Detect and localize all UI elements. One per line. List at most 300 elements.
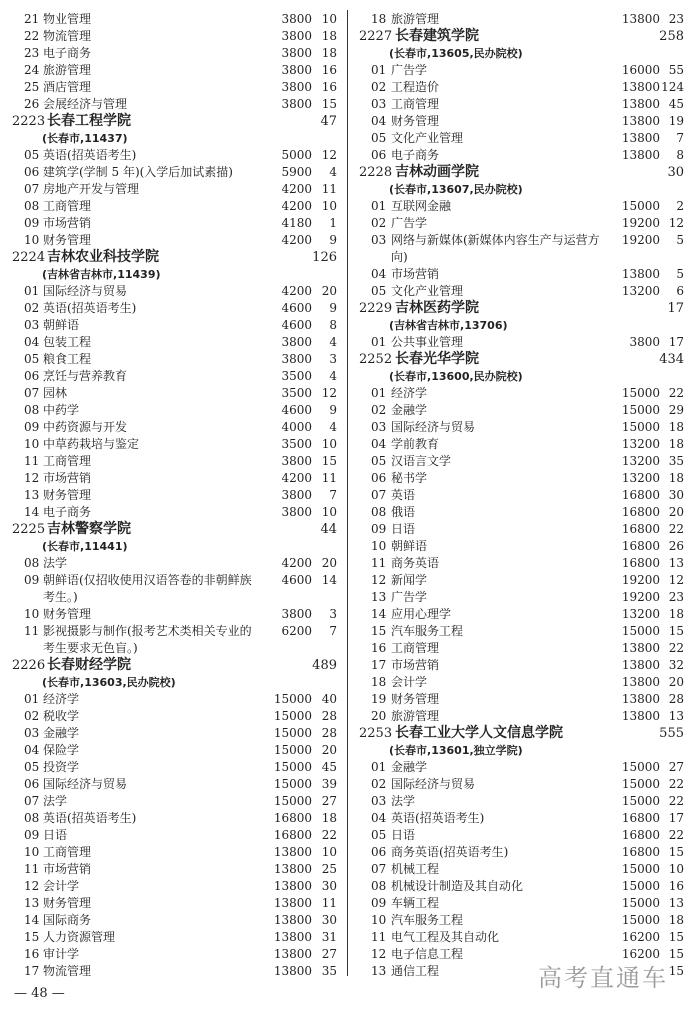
major-name: 法学 (391, 794, 416, 808)
major-row-continuation (0, 589, 345, 606)
tuition-fee: 16800 (621, 505, 660, 519)
enrollment-count: 5 (676, 267, 684, 281)
watermark: 高考直通车 (538, 964, 668, 992)
major-name: 房地产开发与管理 (43, 182, 140, 196)
major-name: 财务管理 (391, 692, 440, 706)
enrollment-count: 18 (668, 607, 684, 621)
major-code: 04 (371, 811, 387, 825)
major-row (349, 640, 696, 657)
major-code: 01 (371, 760, 387, 774)
major-row (349, 861, 696, 878)
major-code: 23 (24, 46, 40, 60)
major-name: 中草药栽培与鉴定 (43, 437, 140, 451)
enrollment-count: 22 (668, 386, 684, 400)
left-column (0, 11, 345, 980)
enrollment-count: 9 (329, 233, 337, 247)
major-row-continuation (0, 640, 345, 657)
major-name: 英语(招英语考生) (43, 148, 137, 162)
major-row (349, 283, 696, 300)
major-code: 04 (24, 743, 40, 757)
school-location-code: (长春市,13601,独立学院) (389, 744, 523, 757)
enrollment-count: 22 (668, 522, 684, 536)
major-row (349, 96, 696, 113)
tuition-fee: 3800 (629, 335, 660, 349)
major-row (349, 623, 696, 640)
tuition-fee: 4600 (281, 318, 312, 332)
enrollment-count: 23 (668, 590, 684, 604)
major-name: 影视摄影与制作(报考艺术类相关专业的 (43, 624, 252, 638)
major-code: 13 (24, 488, 40, 502)
enrollment-count: 2 (676, 199, 684, 213)
school-name: 长春工业大学人文信息学院 (395, 725, 563, 741)
school-name: 长春光华学院 (395, 351, 479, 367)
major-name: 税收学 (43, 709, 80, 723)
major-row (0, 606, 345, 623)
enrollment-count: 4 (329, 369, 337, 383)
tuition-fee: 15000 (273, 726, 312, 740)
major-code: 07 (24, 794, 40, 808)
enrollment-count: 26 (668, 539, 684, 553)
major-code: 05 (24, 352, 40, 366)
major-code: 25 (24, 80, 40, 94)
tuition-fee: 3800 (281, 97, 312, 111)
major-row (349, 419, 696, 436)
major-name: 国际经济与贸易 (391, 420, 476, 434)
right-column (349, 11, 696, 980)
major-name: 保险学 (43, 743, 80, 757)
major-code: 08 (24, 811, 40, 825)
school-location-code: (长春市,11441) (42, 540, 128, 553)
major-code: 05 (371, 454, 387, 468)
tuition-fee: 3500 (281, 369, 312, 383)
major-name: 投资学 (43, 760, 80, 774)
major-name: 汉语言文学 (391, 454, 452, 468)
school-name: 长春建筑学院 (395, 28, 479, 44)
enrollment-count: 18 (668, 913, 684, 927)
major-code: 18 (371, 675, 387, 689)
major-name: 广告学 (391, 63, 428, 77)
tuition-fee: 13200 (621, 471, 660, 485)
tuition-fee: 15000 (621, 913, 660, 927)
tuition-fee: 4600 (281, 403, 312, 417)
major-name: 机械设计制造及其自动化 (391, 879, 524, 893)
enrollment-count: 14 (321, 573, 337, 587)
school-total: 258 (659, 29, 684, 44)
major-name: 公共事业管理 (391, 335, 464, 349)
major-name: 商务英语(招英语考生) (391, 845, 509, 859)
column-divider (347, 10, 348, 976)
major-name: 建筑学(学制 5 年)(入学后加试素描) (43, 165, 233, 179)
major-name-continued: 考生要求无色盲。) (43, 641, 138, 655)
major-row (349, 657, 696, 674)
major-code: 06 (24, 369, 40, 383)
major-name: 财务管理 (43, 607, 92, 621)
major-code: 14 (24, 913, 40, 927)
major-row (349, 453, 696, 470)
major-name: 商务英语 (391, 556, 440, 570)
enrollment-count: 15 (668, 964, 684, 978)
enrollment-count: 5 (676, 233, 684, 247)
major-code: 19 (371, 692, 387, 706)
major-row (0, 436, 345, 453)
major-name: 市场营销 (43, 471, 92, 485)
enrollment-count: 20 (321, 743, 337, 757)
tuition-fee: 13800 (621, 658, 660, 672)
major-name: 工商管理 (391, 97, 440, 111)
enrollment-count: 20 (668, 505, 684, 519)
major-row (0, 691, 345, 708)
major-name: 酒店管理 (43, 80, 92, 94)
enrollment-count: 35 (321, 964, 337, 978)
major-code: 09 (371, 896, 387, 910)
major-row (0, 742, 345, 759)
tuition-fee: 3800 (281, 29, 312, 43)
major-code: 07 (371, 488, 387, 502)
tuition-fee: 15000 (621, 794, 660, 808)
enrollment-count: 12 (321, 148, 337, 162)
major-row (0, 810, 345, 827)
major-name: 经济学 (391, 386, 428, 400)
school-name: 吉林医药学院 (395, 300, 479, 316)
major-row (349, 436, 696, 453)
enrollment-count: 1 (329, 216, 337, 230)
enrollment-count: 31 (321, 930, 337, 944)
school-code: 2226 (12, 658, 46, 673)
school-name: 长春工程学院 (47, 113, 131, 129)
tuition-fee: 16800 (621, 845, 660, 859)
enrollment-count: 16 (668, 879, 684, 893)
major-code: 11 (24, 624, 40, 638)
tuition-fee: 3800 (281, 352, 312, 366)
major-code: 05 (24, 148, 40, 162)
major-code: 06 (24, 777, 40, 791)
major-code: 02 (24, 709, 40, 723)
enrollment-count: 11 (321, 471, 337, 485)
major-name: 应用心理学 (391, 607, 452, 621)
major-row (349, 555, 696, 572)
enrollment-count: 4 (329, 165, 337, 179)
major-code: 05 (371, 828, 387, 842)
tuition-fee: 15000 (273, 760, 312, 774)
enrollment-count: 30 (668, 488, 684, 502)
school-location-code: (长春市,13607,民办院校) (389, 183, 523, 196)
enrollment-count: 15 (668, 845, 684, 859)
major-name: 会展经济与管理 (43, 97, 128, 111)
tuition-fee: 13800 (273, 913, 312, 927)
major-row (0, 79, 345, 96)
enrollment-count: 19 (668, 114, 684, 128)
major-code: 02 (371, 777, 387, 791)
tuition-fee: 15000 (621, 879, 660, 893)
tuition-fee: 4200 (281, 199, 312, 213)
tuition-fee: 3800 (281, 454, 312, 468)
tuition-fee: 19200 (621, 590, 660, 604)
enrollment-count: 30 (321, 879, 337, 893)
school-total: 30 (667, 165, 684, 180)
school-name: 长春财经学院 (47, 657, 131, 673)
school-header (0, 657, 345, 674)
major-code: 13 (371, 590, 387, 604)
tuition-fee: 3800 (281, 488, 312, 502)
enrollment-count: 18 (668, 437, 684, 451)
tuition-fee: 13800 (273, 947, 312, 961)
major-row (0, 572, 345, 589)
tuition-fee: 13800 (621, 12, 660, 26)
school-info (349, 317, 696, 334)
major-name: 包装工程 (43, 335, 92, 349)
school-location-code: (吉林省吉林市,13706) (389, 319, 508, 332)
school-code: 2229 (359, 301, 393, 316)
major-name: 国际商务 (43, 913, 92, 927)
enrollment-count: 22 (321, 828, 337, 842)
enrollment-count: 3 (329, 607, 337, 621)
school-info (349, 45, 696, 62)
school-total: 434 (659, 352, 684, 367)
major-row (0, 317, 345, 334)
major-name: 财务管理 (391, 114, 440, 128)
major-code: 03 (371, 97, 387, 111)
major-row (0, 929, 345, 946)
major-code: 03 (371, 420, 387, 434)
major-code: 09 (24, 216, 40, 230)
major-name: 金融学 (391, 403, 428, 417)
enrollment-count: 15 (321, 454, 337, 468)
school-total: 489 (312, 658, 337, 673)
major-row (349, 708, 696, 725)
tuition-fee: 13800 (621, 641, 660, 655)
tuition-fee: 16800 (621, 811, 660, 825)
major-code: 04 (371, 267, 387, 281)
major-row (349, 674, 696, 691)
major-code: 07 (24, 182, 40, 196)
major-row (0, 28, 345, 45)
enrollment-count: 8 (329, 318, 337, 332)
tuition-fee: 15000 (621, 896, 660, 910)
major-code: 06 (371, 148, 387, 162)
school-code: 2223 (12, 114, 46, 129)
major-code: 01 (371, 335, 387, 349)
major-name: 日语 (391, 522, 416, 536)
major-row (349, 878, 696, 895)
major-code: 02 (371, 80, 387, 94)
major-code: 16 (24, 947, 40, 961)
tuition-fee: 13200 (621, 284, 660, 298)
enrollment-count: 18 (321, 811, 337, 825)
school-info (349, 368, 696, 385)
tuition-fee: 19200 (621, 216, 660, 230)
major-row (349, 266, 696, 283)
major-name: 朝鲜语(仅招收使用汉语答卷的非朝鲜族 (43, 573, 252, 587)
tuition-fee: 15000 (273, 743, 312, 757)
major-row (0, 793, 345, 810)
enrollment-count: 9 (329, 403, 337, 417)
major-code: 26 (24, 97, 40, 111)
major-name: 金融学 (391, 760, 428, 774)
major-row (0, 776, 345, 793)
enrollment-count: 13 (668, 896, 684, 910)
tuition-fee: 15000 (621, 403, 660, 417)
tuition-fee: 15000 (621, 760, 660, 774)
major-row (0, 164, 345, 181)
school-total: 555 (659, 726, 684, 741)
major-name: 广告学 (391, 216, 428, 230)
tuition-fee: 3800 (281, 505, 312, 519)
major-row (0, 300, 345, 317)
major-code: 09 (24, 573, 40, 587)
tuition-fee: 16800 (621, 488, 660, 502)
major-name: 工商管理 (43, 199, 92, 213)
enrollment-count: 7 (329, 488, 337, 502)
major-name: 文化产业管理 (391, 131, 464, 145)
major-name: 通信工程 (391, 964, 440, 978)
major-code: 02 (24, 301, 40, 315)
school-header (349, 28, 696, 45)
major-name: 新闻学 (391, 573, 428, 587)
major-name: 秘书学 (391, 471, 428, 485)
enrollment-count: 40 (321, 692, 337, 706)
enrollment-count: 8 (676, 148, 684, 162)
major-row (349, 113, 696, 130)
major-code: 13 (371, 964, 387, 978)
school-info (0, 130, 345, 147)
enrollment-count: 7 (329, 624, 337, 638)
major-code: 12 (24, 471, 40, 485)
major-row (349, 232, 696, 249)
school-code: 2225 (12, 522, 46, 537)
major-name: 工商管理 (43, 454, 92, 468)
enrollment-count: 16 (321, 63, 337, 77)
major-name: 工商管理 (391, 641, 440, 655)
enrollment-count: 39 (321, 777, 337, 791)
tuition-fee: 13800 (273, 964, 312, 978)
major-row (0, 385, 345, 402)
tuition-fee: 16200 (621, 947, 660, 961)
tuition-fee: 4200 (281, 233, 312, 247)
enrollment-count: 18 (321, 29, 337, 43)
major-row (349, 810, 696, 827)
major-row (349, 62, 696, 79)
major-row (349, 487, 696, 504)
tuition-fee: 13200 (621, 437, 660, 451)
major-row (349, 215, 696, 232)
major-name: 车辆工程 (391, 896, 440, 910)
major-code: 17 (24, 964, 40, 978)
tuition-fee: 13800 (621, 148, 660, 162)
tuition-fee: 13800 (621, 131, 660, 145)
major-code: 11 (24, 862, 40, 876)
major-name: 审计学 (43, 947, 80, 961)
major-row (349, 895, 696, 912)
major-row (0, 181, 345, 198)
major-code: 06 (371, 471, 387, 485)
enrollment-count: 17 (668, 335, 684, 349)
enrollment-count: 10 (321, 199, 337, 213)
major-row (349, 589, 696, 606)
major-name: 电子信息工程 (391, 947, 464, 961)
major-code: 12 (371, 947, 387, 961)
major-row (0, 232, 345, 249)
enrollment-count: 15 (668, 947, 684, 961)
major-row (0, 708, 345, 725)
major-row (0, 351, 345, 368)
school-code: 2228 (359, 165, 393, 180)
major-code: 07 (371, 862, 387, 876)
school-header (349, 725, 696, 742)
major-row (0, 759, 345, 776)
major-name: 园林 (43, 386, 68, 400)
major-name: 汽车服务工程 (391, 624, 464, 638)
major-code: 15 (24, 930, 40, 944)
tuition-fee: 4200 (281, 182, 312, 196)
major-name: 物业管理 (43, 12, 92, 26)
enrollment-count: 55 (668, 63, 684, 77)
school-header (0, 521, 345, 538)
major-name: 市场营销 (43, 216, 92, 230)
school-info (349, 181, 696, 198)
major-code: 12 (24, 879, 40, 893)
tuition-fee: 16800 (621, 539, 660, 553)
major-row (349, 402, 696, 419)
tuition-fee: 13800 (273, 879, 312, 893)
major-row (349, 827, 696, 844)
enrollment-count: 18 (321, 46, 337, 60)
enrollment-count: 15 (321, 97, 337, 111)
major-name: 财务管理 (43, 488, 92, 502)
tuition-fee: 3800 (281, 80, 312, 94)
major-name: 朝鲜语 (391, 539, 428, 553)
major-row (0, 45, 345, 62)
major-code: 09 (371, 522, 387, 536)
major-code: 20 (371, 709, 387, 723)
enrollment-count: 17 (668, 811, 684, 825)
major-row (349, 844, 696, 861)
school-info (0, 266, 345, 283)
major-row (0, 844, 345, 861)
tuition-fee: 4200 (281, 556, 312, 570)
school-header (349, 300, 696, 317)
school-header (349, 164, 696, 181)
enrollment-count: 16 (321, 80, 337, 94)
tuition-fee: 15000 (621, 862, 660, 876)
tuition-fee: 19200 (621, 233, 660, 247)
school-code: 2227 (359, 29, 393, 44)
major-name: 汽车服务工程 (391, 913, 464, 927)
major-code: 12 (371, 573, 387, 587)
major-code: 16 (371, 641, 387, 655)
major-row (0, 147, 345, 164)
major-row (349, 793, 696, 810)
major-code: 06 (24, 165, 40, 179)
tuition-fee: 6200 (281, 624, 312, 638)
enrollment-count: 23 (668, 12, 684, 26)
tuition-fee: 13800 (621, 675, 660, 689)
tuition-fee: 13800 (273, 862, 312, 876)
major-code: 08 (371, 879, 387, 893)
enrollment-count: 22 (668, 828, 684, 842)
enrollment-count: 28 (321, 726, 337, 740)
enrollment-count: 4 (329, 420, 337, 434)
school-info (0, 538, 345, 555)
school-location-code: (长春市,13603,民办院校) (42, 676, 176, 689)
major-row (349, 79, 696, 96)
enrollment-count: 20 (668, 675, 684, 689)
enrollment-count: 12 (668, 573, 684, 587)
major-row (0, 283, 345, 300)
school-location-code: (长春市,13600,民办院校) (389, 370, 523, 383)
tuition-fee: 4200 (281, 471, 312, 485)
tuition-fee: 15000 (621, 624, 660, 638)
major-row (349, 470, 696, 487)
